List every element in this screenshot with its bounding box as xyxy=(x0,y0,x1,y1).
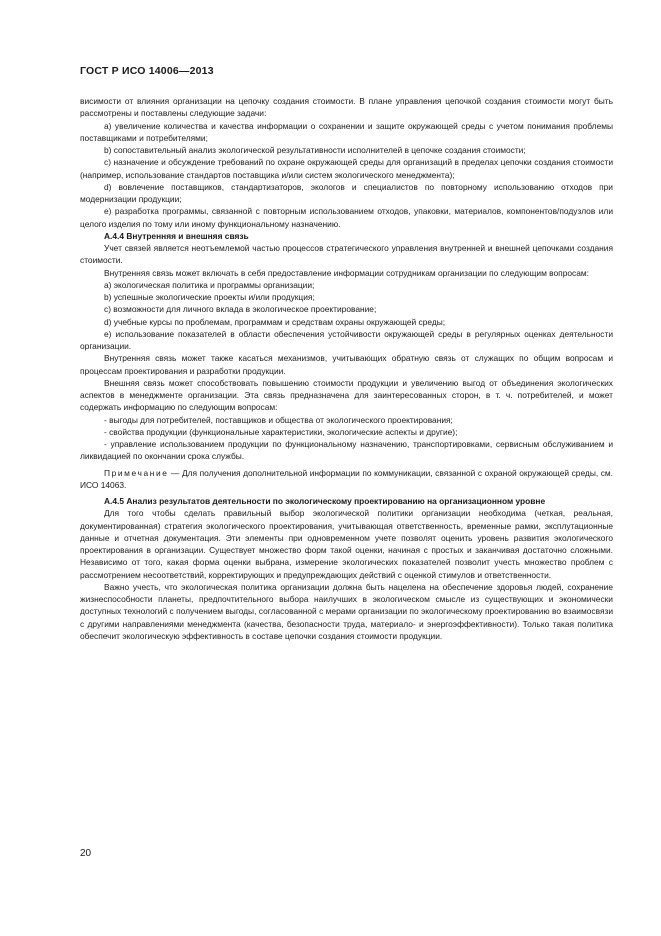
list-item: d) учебные курсы по проблемам, программам и средствам охраны окружающей среды; xyxy=(104,316,446,327)
note-text: — Для получения дополнительной информации по коммуникации, связанной с охраной окружающей среды, см. ИСО 14063. xyxy=(80,467,613,490)
list-item: e) использование показателей в области обеспечения устойчивости окружающей среды в регулярных оценках деятельности организации. xyxy=(80,328,613,351)
list-item: - свойства продукции (функциональные характеристики, экологические аспекты и другие); xyxy=(104,426,458,437)
list-item: c) назначение и обсуждение требований по охране окружающей среды для организаций в пределах цепочки создания стоимости (например, использование стандартов поставщика и/или систем экологического менеджмента); xyxy=(80,157,613,180)
section-heading-a44: А.4.4 Внутренняя и внешняя связь xyxy=(104,230,249,241)
list-item: - управление использованием продукции по функциональному назначению, транспортировками, сервисным обслуживанием и ликвидацией по окончании срока службы. xyxy=(80,439,613,462)
list-item: c) возможности для личного вклада в экологическое проектирование; xyxy=(104,304,377,315)
paragraph: висимости от влияния организации на цепочку создания стоимости. В плане управления цепочкой создания стоимости могут быть рассмотрены и поставлены следующие задачи: xyxy=(80,96,613,119)
note xyxy=(80,467,613,492)
section-heading-a45: А.4.5 Анализ результатов деятельности по экологическому проектированию на организационном уровне xyxy=(104,496,546,506)
list-item: b) успешные экологические проекты и/или продукция; xyxy=(104,292,315,302)
paragraph: Внутренняя связь может включать в себя предоставление информации сотрудникам организации по следующим вопросам: xyxy=(104,267,589,278)
paragraph: Учет связей является неотъемлемой частью процессов стратегического управления внутренней и внешней цепочками создания стоимости. xyxy=(80,243,613,266)
document-body xyxy=(80,95,613,642)
note-label: Примечание xyxy=(104,467,169,478)
page-number: 20 xyxy=(80,848,92,859)
list-item: - выгоды для потребителей, поставщиков и общества от экологического проектирования; xyxy=(104,414,453,425)
document-header: ГОСТ Р ИСО 14006—2013 xyxy=(80,65,214,77)
list-item: e) разработка программы, связанной с повторным использованием отходов, упаковки, материалов, компонентов/подузлов или целого изделия по тому или иному функциональному назначению. xyxy=(80,206,613,229)
list-item: d) вовлечение поставщиков, стандартизаторов, экологов и специалистов по повторному использованию отходов при модернизации продукции; xyxy=(80,181,613,204)
paragraph: Внутренняя связь может также касаться механизмов, учитывающих обратную связь от служащих по общим вопросам и процессам проектирования и разработки продукции. xyxy=(80,353,613,376)
paragraph: Для того чтобы сделать правильный выбор экологической политики организации необходима (четкая, реальная, документированная) стратегия экологического проектирования, учитывающая ответственность, временные рамки, эксплутационные данные и отчетная документация. Эти элементы при одновременном учете позволят оценить уровень развития экологического проектирования в организации. Существует множество форм такой оценки, начиная с простых и заканчивая достаточно сложными. Независимо от того, какая форма оценки выбрана, измерение экологических показателей позволит учесть множество проблем с рассмотрением несоответствий, корректирующих и предупреждающих действий с оценкой стимулов и ответственности. xyxy=(80,508,613,580)
list-item: a) экологическая политика и программы организации; xyxy=(104,279,315,290)
list-item: b) сопоставительный анализ экологической результативности исполнителей в цепочке создания стоимости; xyxy=(104,145,526,155)
paragraph: Важно учесть, что экологическая политика организации должна быть нацелена на обеспечение здоровья людей, сохранение жизнеспособности планеты, предпочтительного выбора наилучших в экологическом смысле из существующих и экономически доступных технологий с получением выгоды, согласованной с мерами организации по экологическому проектированию во взаимосвязи с другими направлениями менеджмента (качества, безопасности труда, материало- и энергоэффективности). Только такая политика обеспечит экологическую эффективность в составе цепочки создания стоимости продукции. xyxy=(80,581,613,641)
paragraph: Внешняя связь может способствовать повышению стоимости продукции и увеличению выгод от объединения экологических аспектов в менеджменте организации. Эта связь предназначена для заинтересованных сторон, в т. ч. потребителей, и может содержать информацию по следующим вопросам: xyxy=(80,377,613,413)
list-item: a) увеличение количества и качества информации о сохранении и защите окружающей среды с учетом понимания проблемы поставщиками и потребителями; xyxy=(80,120,613,143)
